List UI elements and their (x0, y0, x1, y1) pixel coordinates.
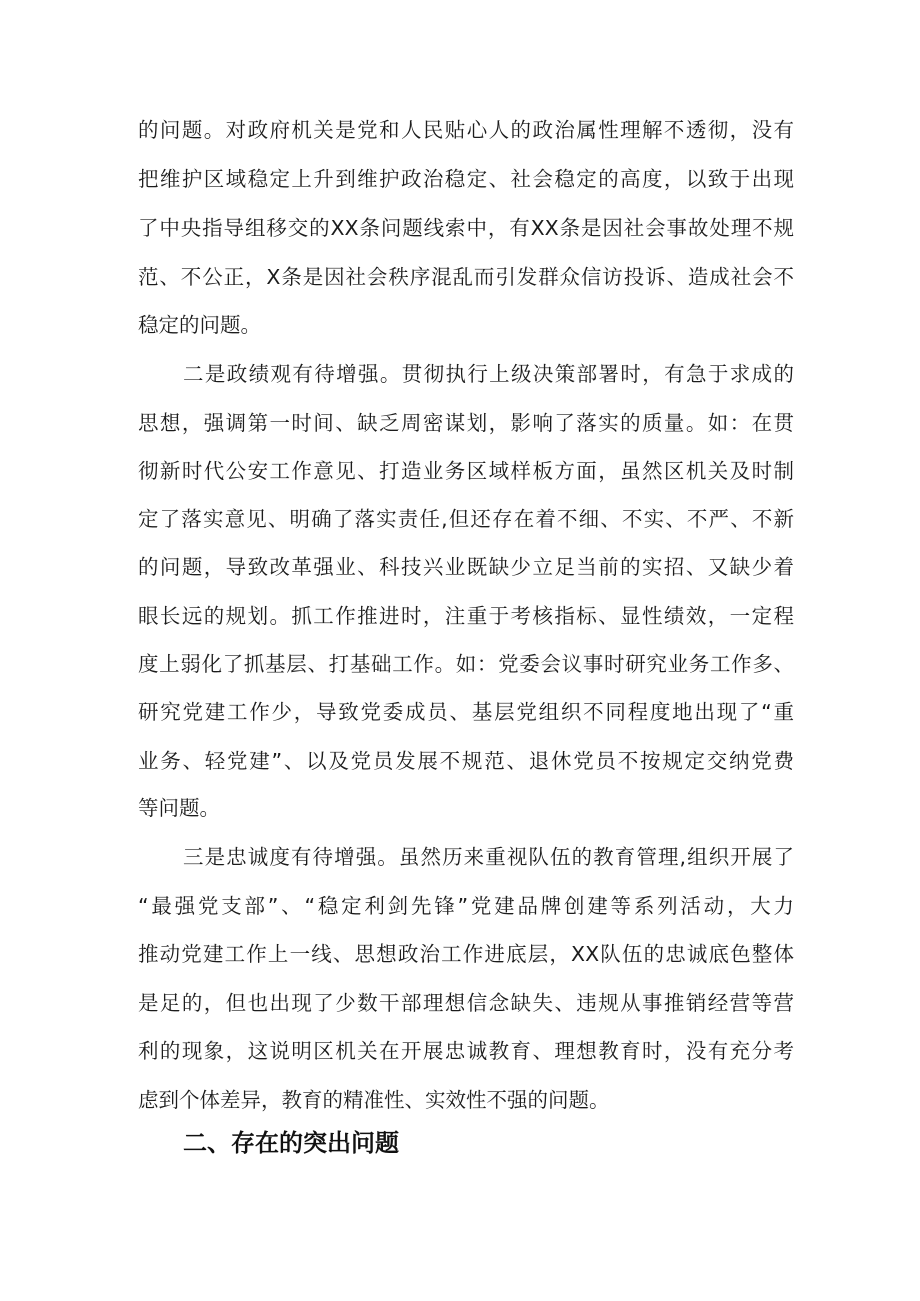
paragraph-1-line-2: 把维护区域稳定上升到维护政治稳定、社会稳定的高度，以致于出现 (138, 167, 794, 191)
paragraph-1-line-3: 了中央指导组移交的XX条问题线索中，有XX条是因社会事故处理不规 (138, 216, 794, 240)
paragraph-2-line-5: 的问题，导致改革强业、科技兴业既缺少立足当前的实招、又缺少着 (138, 555, 794, 579)
paragraph-3-line-3: 推动党建工作上一线、思想政治工作进底层，XX队伍的忠诚底色整体 (138, 942, 794, 966)
paragraph-2-line-7: 度上弱化了抓基层、打基础工作。如：党委会议事时研究业务工作多、 (138, 652, 794, 676)
paragraph-2-line-10: 等问题。 (138, 796, 220, 820)
paragraph-2-line-3: 彻新时代公安工作意见、打造业务区域样板方面，虽然区机关及时制 (138, 459, 794, 483)
paragraph-1-line-1: 的问题。对政府机关是党和人民贴心人的政治属性理解不透彻，没有 (138, 118, 794, 142)
paragraph-2-line-6: 眼长远的规划。抓工作推进时，注重于考核指标、显性绩效，一定程 (138, 604, 794, 628)
paragraph-1-line-5: 稳定的问题。 (138, 313, 261, 337)
section-heading: 二、存在的突出问题 (183, 1129, 399, 1157)
paragraph-2-line-1: 二是政绩观有待增强。贯彻执行上级决策部署时，有急于求成的 (183, 362, 794, 386)
paragraph-1-line-4: 范、不公正，X条是因社会秩序混乱而引发群众信访投诉、造成社会不 (138, 265, 794, 289)
paragraph-2-line-8: 研究党建工作少，导致党委成员、基层党组织不同程度地出现了“重 (138, 700, 794, 724)
paragraph-3-line-4: 是足的，但也出现了少数干部理想信念缺失、违规从事推销经营等营 (138, 991, 794, 1015)
paragraph-2-line-2: 思想，强调第一时间、缺乏周密谋划，影响了落实的质量。如：在贯 (138, 411, 794, 435)
paragraph-3-line-2: “最强党支部”、“稳定利剑先锋”党建品牌创建等系列活动，大力 (138, 894, 794, 918)
paragraph-2-line-9: 业务、轻党建”、以及党员发展不规范、退休党员不按规定交纳党费 (138, 749, 794, 773)
paragraph-3-line-1: 三是忠诚度有待增强。虽然历来重视队伍的教育管理,组织开展了 (183, 845, 794, 869)
paragraph-3-line-6: 虑到个体差异，教育的精准性、实效性不强的问题。 (138, 1088, 610, 1112)
paragraph-2-line-4: 定了落实意见、明确了落实责任,但还存在着不细、不实、不严、不新 (138, 507, 794, 531)
paragraph-3-line-5: 利的现象，这说明区机关在开展忠诚教育、理想教育时，没有充分考 (138, 1039, 794, 1063)
